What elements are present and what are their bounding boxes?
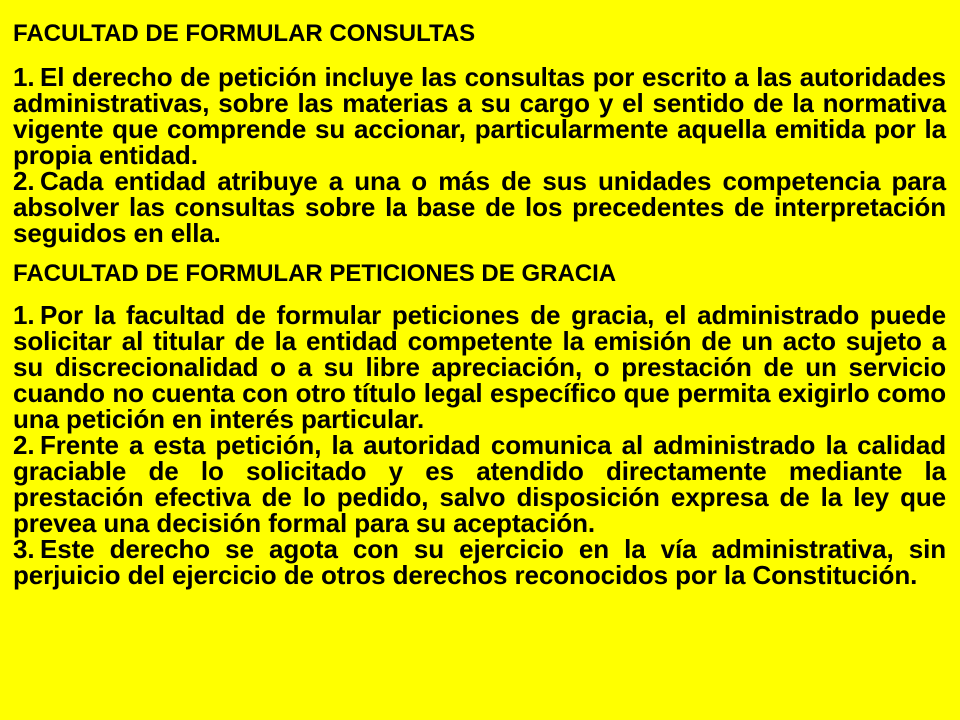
paragraph-number: 1.: [13, 300, 35, 330]
paragraph-text: El derecho de petición incluye las consultas por escrito a las autoridades administrativas, sobre las materias a su cargo y el sentido de la normativa vigente que comprende su accionar, particularmente aquella emitida por la propia entidad.: [13, 62, 946, 170]
paragraph-gracia-2: [13, 432, 946, 536]
paragraph-number: 3.: [13, 534, 35, 564]
paragraph-gracia-3: [13, 536, 946, 588]
section-title-peticiones-gracia: FACULTAD DE FORMULAR PETICIONES DE GRACIA: [13, 260, 617, 287]
paragraph-text: Frente a esta petición, la autoridad comunica al administrado la calidad graciable de lo solicitado y es atendido directamente mediante la prestación efectiva de lo pedido, salvo disposición expresa de la ley que prevea una decisión formal para su aceptación.: [13, 430, 946, 538]
paragraph-number: 1.: [13, 62, 35, 92]
section-body-peticiones-gracia: [13, 302, 946, 588]
paragraph-number: 2.: [13, 430, 35, 460]
paragraph-number: 2.: [13, 166, 35, 196]
paragraph-gracia-1: [13, 302, 946, 432]
paragraph-text: Cada entidad atribuye a una o más de sus unidades competencia para absolver las consultas sobre la base de los precedentes de interpretación seguidos en ella.: [13, 166, 946, 248]
paragraph-text: Este derecho se agota con su ejercicio en la vía administrativa, sin perjuicio del ejercicio de otros derechos reconocidos por la Constitución.: [13, 534, 946, 590]
section-title-consultas: FACULTAD DE FORMULAR CONSULTAS: [13, 20, 476, 47]
paragraph-text: Por la facultad de formular peticiones de gracia, el administrado puede solicitar al titular de la entidad competente la emisión de un acto sujeto a su discrecionalidad o a su libre apreciación, o prestación de un servicio cuando no cuenta con otro título legal específico que permita exigirlo como una petición en interés particular.: [13, 300, 946, 434]
paragraph-consultas-1: [13, 64, 946, 168]
section-body-consultas: [13, 64, 946, 246]
paragraph-consultas-2: [13, 168, 946, 246]
